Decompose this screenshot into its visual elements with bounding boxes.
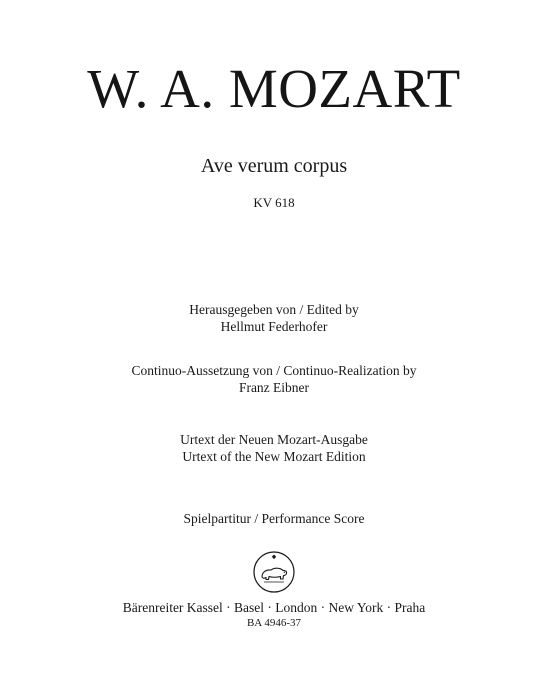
urtext-note-english: Urtext of the New Mozart Edition [182, 449, 366, 464]
order-number: BA 4946-37 [246, 617, 302, 629]
urtext-note [0, 431, 548, 465]
composer-name: W. A. MOZART [87, 58, 461, 119]
score-type: Spielpartitur / Performance Score [183, 511, 365, 526]
editor-name: Hellmut Federhofer [220, 319, 328, 334]
editor-credit [0, 301, 548, 335]
editor-credit-label: Herausgegeben von / Edited by [189, 302, 359, 317]
continuo-credit [0, 362, 548, 396]
continuo-credit-label: Continuo-Aussetzung von / Continuo-Realization by [131, 363, 417, 378]
catalog-number: KV 618 [253, 195, 295, 210]
work-title: Ave verum corpus [200, 155, 348, 177]
publisher-cities: Bärenreiter Kassel · Basel · London · New York · Praha [122, 600, 426, 615]
baerenreiter-bear-logo-icon [252, 550, 296, 594]
urtext-note-german: Urtext der Neuen Mozart-Ausgabe [180, 432, 368, 447]
continuo-realizer-name: Franz Eibner [238, 380, 310, 395]
